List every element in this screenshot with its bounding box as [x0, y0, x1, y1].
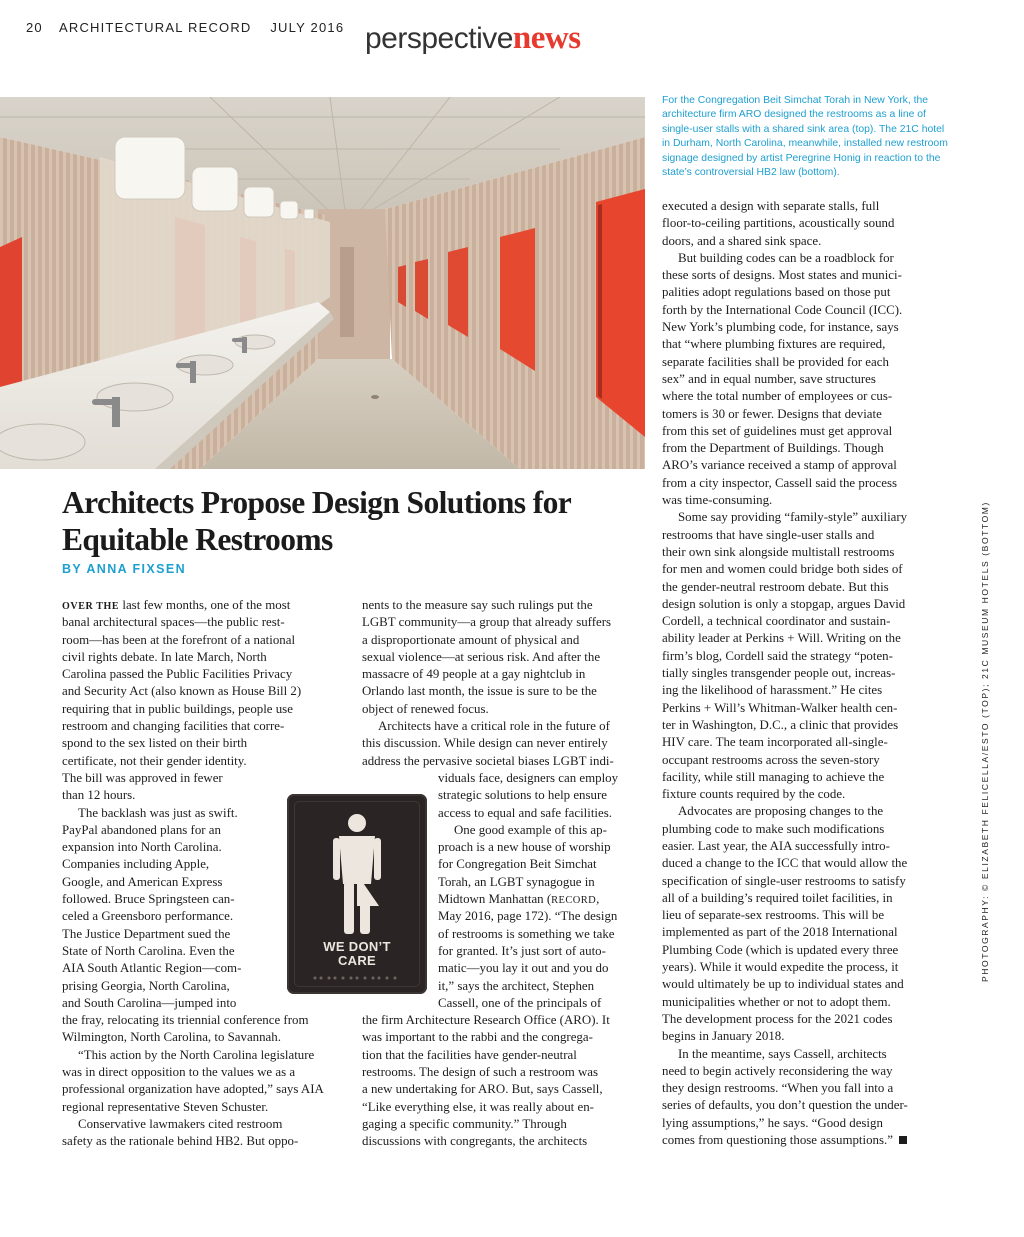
section-title	[365, 18, 581, 59]
text-line: implemented as part of the 2018 International	[662, 925, 898, 940]
text-line: sex” and in equal number, save structures	[662, 371, 876, 386]
text-line: for granted. It’s just sort of auto-	[438, 943, 606, 958]
text-line: forth by the International Code Council (ICC).	[662, 302, 903, 317]
text-line: municipalities whether or not to adopt them.	[662, 994, 891, 1009]
text-line: all of a building’s required toilet facilities, in	[662, 890, 893, 905]
text-line: professional organization have adopted,” says AIA	[62, 1082, 324, 1097]
text-line: viduals face, designers can employ	[438, 770, 619, 785]
text-line: these sorts of designs. Most states and munici-	[662, 268, 902, 283]
text-line: of restrooms is something we take	[438, 926, 615, 941]
text-line: The bill was approved in fewer	[62, 770, 223, 785]
text-line: and South Carolina—jumped into	[62, 995, 237, 1010]
text-line: from a city inspector, Cassell said the process	[662, 475, 898, 490]
section-title-bold: news	[512, 20, 581, 56]
record-smallcaps: RECORD	[551, 895, 597, 907]
restroom-sign	[287, 794, 427, 994]
byline: BY ANNA FIXSEN	[62, 562, 187, 576]
text-line: easier. Last year, the AIA successfully intro-	[662, 838, 890, 853]
text-line: ability leader at Perkins + Will. Writing on the	[662, 631, 901, 646]
text-line: matic—you lay it out and you do	[438, 961, 609, 976]
text-line: State of North Carolina. Even the	[62, 943, 235, 958]
issue-date: JULY 2016	[270, 20, 345, 35]
text-line: from the Department of Buildings. Though	[662, 441, 884, 456]
sign-text-line-2: CARE	[337, 953, 377, 968]
text-line: Carolina passed the Public Facilities Privacy	[62, 667, 293, 682]
text-line: Cassell, one of the principals of	[438, 995, 602, 1010]
text-line: restroom and changing facilities that corre-	[62, 719, 285, 734]
text-line: The backlash was just as swift.	[78, 805, 238, 820]
text-line: gaging a specific community.” Through	[362, 1116, 567, 1131]
text-line: tomers is 30 or fewer. Designs that deviate	[662, 406, 882, 421]
text-line: specification of single-user restrooms to satisfy	[662, 873, 906, 888]
text-line: Advocates are proposing changes to the	[678, 804, 884, 819]
text-line: lying assumptions,” he says. “Good design	[662, 1115, 883, 1130]
text-line: PayPal abandoned plans for an	[62, 822, 221, 837]
sign-text-line-1: WE DON’T	[323, 939, 391, 954]
text-line: from this set of guidelines must get approval	[662, 423, 893, 438]
text-line: May 2016, page 172). “The design	[438, 909, 618, 924]
text-line: was important to the rabbi and the congrega-	[362, 1030, 593, 1045]
text-line: than 12 hours.	[62, 788, 136, 803]
text-line: requiring that in public buildings, people use	[62, 701, 293, 716]
text-line: would ultimately be up to individual states and	[662, 977, 904, 992]
text-line: fixture counts required by the code.	[662, 787, 846, 802]
text-line: floor-to-ceiling partitions, acoustically sound	[662, 216, 895, 231]
text-line: “This action by the North Carolina legislature	[78, 1047, 315, 1062]
text-line: celed a Greensboro performance.	[62, 909, 234, 924]
text-line: the firm Architecture Research Office (ARO). It	[362, 1013, 610, 1028]
text-line: room—has been at the forefront of a national	[62, 632, 296, 647]
article-headline: Architects Propose Design Solutions for Equitable Restrooms	[62, 485, 571, 557]
text-line: separate facilities shall be provided for each	[662, 354, 889, 369]
braille-dots	[313, 976, 401, 980]
text-line: massacre of 49 people at a gay nightclub in	[362, 667, 586, 682]
text-line: spond to the sex listed on their birth	[62, 736, 248, 751]
text-line: palities adopt regulations based on those put	[662, 285, 891, 300]
text-line: they design restrooms. “When you fall into a	[662, 1081, 894, 1096]
text-line: tion that the facilities have gender-neutral	[362, 1047, 577, 1062]
publication-name: ARCHITECTURAL RECORD	[58, 20, 252, 35]
text-line: banal architectural spaces—the public rest-	[62, 615, 285, 630]
text-line: The development process for the 2021 codes	[662, 1011, 893, 1026]
page-number: 20	[26, 20, 43, 35]
text-line: LGBT community—a group that already suffers	[362, 615, 612, 630]
text-line: strategic solutions to help ensure	[438, 788, 607, 803]
text-line: civil rights debate. In late March, North	[62, 649, 267, 664]
text-line: plumbing code to make such modifications	[662, 821, 885, 836]
text-line: this discussion. While design can never entirely	[362, 736, 608, 751]
text-line: AIA South Atlantic Region—com-	[62, 961, 242, 976]
text-line: their own sink alongside multistall restrooms	[662, 544, 895, 559]
text-line: for men and women could bridge both sides of	[662, 562, 903, 577]
text-line: duced a change to the ICC that would allow the	[662, 856, 908, 871]
text-line: a new undertaking for ARO. But, says Cassell,	[362, 1082, 603, 1097]
text-line: regional representative Steven Schuster.	[62, 1099, 269, 1114]
text-line: ARO’s variance received a stamp of approval	[662, 458, 897, 473]
text-line: doors, and a shared sink space.	[662, 233, 822, 248]
text-line: begins in January 2018.	[662, 1029, 785, 1044]
text-line: Google, and American Express	[62, 874, 223, 889]
text-line: ter in Washington, D.C., a clinic that provides	[662, 717, 899, 732]
text-line: series of defaults, you don’t question the under-	[662, 1098, 908, 1113]
text-line: facility, while still managing to achieve the	[662, 769, 885, 784]
text-line: discussions with congregants, the architects	[362, 1134, 588, 1149]
text-line: for Congregation Beit Simchat	[438, 857, 597, 872]
text-line: Conservative lawmakers cited restroom	[78, 1116, 283, 1131]
restroom-photo	[0, 97, 645, 469]
text-line: proach is a new house of worship	[438, 840, 611, 855]
text-line: restrooms that have single-user stalls and	[662, 527, 875, 542]
text-line: object of renewed focus.	[362, 701, 489, 716]
sign-text	[287, 940, 427, 968]
text-line: it,” says the architect, Stephen	[438, 978, 595, 993]
text-line: was in direct opposition to the values we as a	[62, 1065, 296, 1080]
text-line: “Like everything else, it was really about en-	[362, 1099, 594, 1114]
text-line: and Security Act (also known as House Bill 2)	[62, 684, 302, 699]
text-line: executed a design with separate stalls, full	[662, 199, 880, 213]
text-line: followed. Bruce Springsteen can-	[62, 892, 235, 907]
text-line: Architects have a critical role in the future of	[378, 719, 610, 734]
text-line: Some say providing “family-style” auxiliary	[678, 510, 908, 525]
text-line: safety as the rationale behind HB2. But oppo-	[62, 1134, 299, 1149]
text-line: HIV care. The team incorporated all-single-	[662, 735, 888, 750]
text-line: Plumbing Code (which is updated every three	[662, 942, 899, 957]
text-line: Torah, an LGBT synagogue in	[438, 874, 595, 889]
text-line: address the pervasive societal biases LGBT indi-	[362, 753, 614, 768]
section-title-light: perspective	[365, 22, 513, 55]
text-line: the gender-neutral restroom debate. But this	[662, 579, 889, 594]
text-line: Orlando last month, the issue is sure to be the	[362, 684, 597, 699]
text-line: where the total number of employees or cus-	[662, 389, 893, 404]
end-of-article-mark	[899, 1136, 907, 1144]
text-line: In the meantime, says Cassell, architects	[678, 1046, 887, 1061]
text-line: Midtown Manhattan (RECORD,	[438, 892, 600, 907]
text-line: restrooms. The design of such a restroom was	[362, 1065, 599, 1080]
text-line: lieu of separate-sex restrooms. This will be	[662, 908, 885, 923]
text-line: was time-consuming.	[662, 493, 773, 508]
photo-credit: PHOTOGRAPHY: © ELIZABETH FELICELLA/ESTO (TOP); 21C MUSEUM HOTELS (BOTTOM)	[980, 501, 990, 982]
text-line: ing the likelihood of harassment.” He cites	[662, 683, 883, 698]
text-line: tially singles transgender people out, increas-	[662, 666, 896, 681]
text-line: access to equal and safe facilities.	[438, 805, 612, 820]
text-line: years). While it would expedite the process, it	[662, 960, 899, 975]
text-line: OVER THE last few months, one of the most	[62, 598, 291, 612]
text-line: that “where plumbing fixtures are required,	[662, 337, 886, 352]
text-line: expansion into North Carolina.	[62, 840, 222, 855]
text-line: sexual violence—at serious risk. And after the	[362, 649, 601, 664]
text-line: a disproportionate amount of physical and	[362, 632, 580, 647]
text-line: Companies including Apple,	[62, 857, 210, 872]
lead-in: OVER THE	[62, 601, 120, 612]
text-line: One good example of this ap-	[454, 822, 607, 837]
text-line: need to begin actively reconsidering the way	[662, 1063, 893, 1078]
article-column-3	[662, 198, 952, 1149]
text-line: certificate, not their gender identity.	[62, 753, 247, 768]
running-header	[26, 20, 358, 35]
text-line: Cordell, a technical coordinator and sustain-	[662, 614, 891, 629]
text-line: Wilmington, North Carolina, to Savannah.	[62, 1030, 281, 1045]
text-line: occupant restrooms across the seven-story	[662, 752, 880, 767]
text-line: the fray, relocating its triennial conference from	[62, 1013, 309, 1028]
text-line: nents to the measure say such rulings put the	[362, 598, 593, 612]
text-line: But building codes can be a roadblock for	[678, 250, 894, 265]
text-line: Perkins + Will’s Whitman-Walker health cen-	[662, 700, 898, 715]
text-line: The Justice Department sued the	[62, 926, 231, 941]
text-line: New York’s plumbing code, for instance, says	[662, 320, 899, 335]
text-line: firm’s blog, Cordell said the strategy “poten-	[662, 648, 893, 663]
text-line: design solution is only a stopgap, argues David	[662, 596, 906, 611]
text-line: comes from questioning those assumptions.”	[662, 1132, 952, 1149]
text-line: prising Georgia, North Carolina,	[62, 978, 230, 993]
photo-caption: For the Congregation Beit Simchat Torah in New York, the architecture firm ARO designed the restrooms as a line of single-user stalls with a shared sink area (top). The 21C hotel in Durham, North Carolina, meanwhile, installed new restroom signage designed by artist Peregrine Honig in reaction to the state’s controversial HB2 law (bottom).	[662, 95, 948, 179]
